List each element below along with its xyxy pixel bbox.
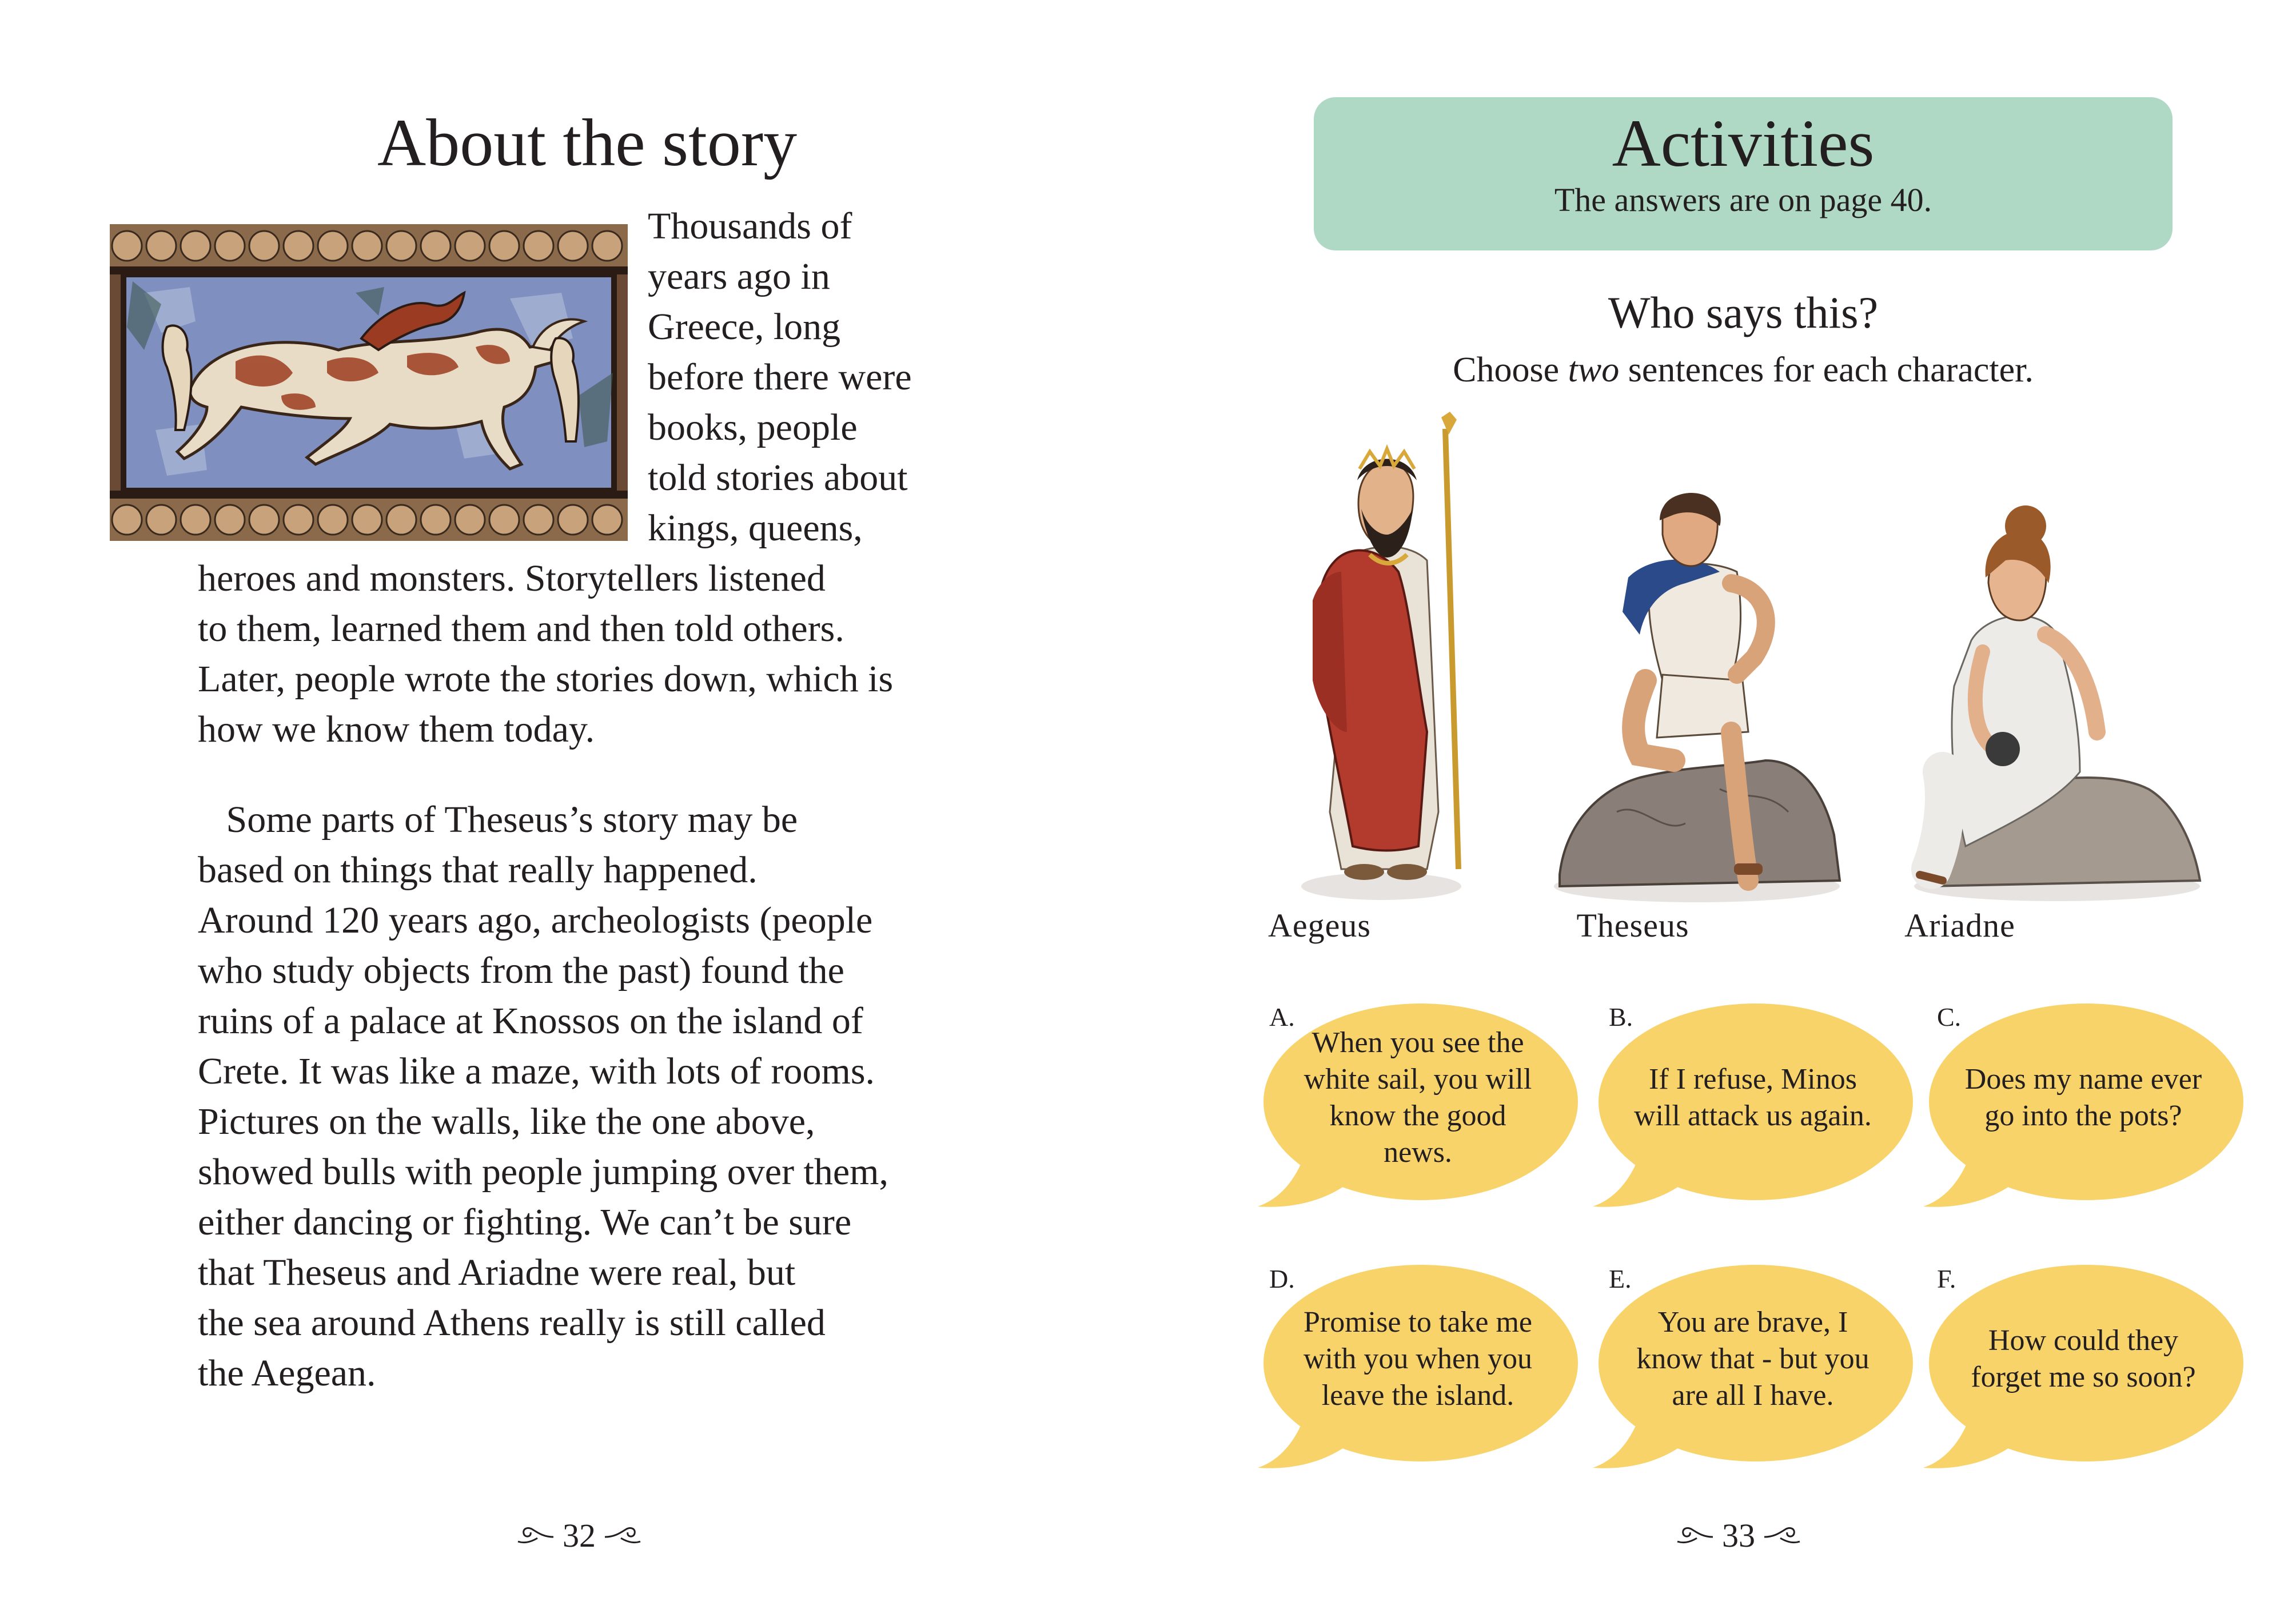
bubble-letter-a: A.	[1269, 1002, 1295, 1031]
page-number-text: 33	[1722, 1516, 1755, 1554]
flourish-left-icon	[515, 1521, 555, 1550]
banner-subtitle: The answers are on page 40.	[1554, 181, 1932, 218]
text-line: Greece, long	[648, 306, 841, 348]
flourish-right-icon	[604, 1521, 644, 1550]
instruction-emphasis: two	[1568, 351, 1620, 389]
character-name-aegeus: Aegeus	[1268, 907, 1371, 944]
speech-bubble-d	[1258, 1265, 1578, 1476]
text-line: years ago in	[648, 256, 830, 297]
bubble-letter-c: C.	[1937, 1002, 1962, 1031]
speech-bubble-text: Promise to take me with you when you leave the island.	[1303, 1306, 1533, 1412]
instruction-text: Choose	[1453, 351, 1568, 389]
aegeus-illustration	[1296, 412, 1490, 903]
flourish-left-icon	[1674, 1521, 1714, 1550]
text-line: kings, queens,	[648, 507, 863, 549]
speech-bubble-text: How could they forget me so soon?	[1971, 1324, 2196, 1393]
instruction	[1314, 350, 2173, 391]
activities-banner	[1314, 97, 2173, 250]
text-line: ruins of a palace at Knossos on the island of	[198, 1000, 863, 1042]
text-line: Some parts of Theseus’s story may be	[198, 799, 798, 841]
text-line: told stories about	[648, 457, 908, 499]
speech-bubble-f	[1923, 1265, 2243, 1476]
speech-bubble-text: When you see the white sail, you will know the good news.	[1304, 1026, 1532, 1169]
character-name-ariadne: Ariadne	[1904, 907, 2015, 944]
text-line: how we know them today.	[198, 708, 595, 750]
speech-bubble-text: If I refuse, Minos will attack us again.	[1634, 1063, 1872, 1132]
page-number-right	[1674, 1510, 1803, 1561]
text-line: the sea around Athens really is still called	[198, 1302, 826, 1344]
bubble-letter-e: E.	[1609, 1264, 1632, 1293]
section-title: Who says this?	[1608, 288, 1879, 337]
theseus-illustration	[1548, 492, 1845, 903]
speech-bubble-text: You are brave, I know that - but you are all I have.	[1636, 1306, 1870, 1412]
text-line: books, people	[648, 407, 858, 448]
text-line: the Aegean.	[198, 1352, 376, 1394]
speech-bubble-b	[1593, 1003, 1913, 1215]
speech-bubble-a	[1258, 1003, 1578, 1215]
text-line: Thousands of	[648, 205, 852, 247]
text-line: Crete. It was like a maze, with lots of rooms.	[198, 1050, 875, 1092]
text-line: Around 120 years ago, archeologists (people	[198, 899, 873, 941]
fresco-border-bottom	[110, 491, 628, 541]
text-line: either dancing or fighting. We can’t be sure	[198, 1201, 852, 1243]
text-line: that Theseus and Ariadne were real, but	[198, 1252, 796, 1293]
ariadne-illustration	[1908, 503, 2206, 903]
speech-bubble-text: Does my name ever go into the pots?	[1964, 1063, 2202, 1132]
fresco-border-top	[110, 224, 628, 274]
bull-leaping-fresco-image	[110, 224, 628, 541]
page-number-text: 32	[563, 1516, 596, 1554]
flourish-right-icon	[1763, 1521, 1803, 1550]
page-title: About the story	[377, 105, 798, 180]
text-line: to them, learned them and then told others.	[198, 608, 844, 650]
right-page	[1148, 0, 2296, 1621]
instruction-text: sentences for each character.	[1619, 351, 2034, 389]
text-line: Later, people wrote the stories down, which is	[198, 658, 894, 700]
text-line: Pictures on the walls, like the one above,	[198, 1101, 815, 1142]
text-line: before there were	[648, 356, 912, 398]
speech-bubble-c	[1923, 1003, 2243, 1215]
text-line: who study objects from the past) found the	[198, 950, 844, 991]
character-name-theseus: Theseus	[1576, 907, 1689, 944]
speech-bubble-e	[1593, 1265, 1913, 1476]
bubble-letter-d: D.	[1269, 1264, 1295, 1293]
text-line: heroes and monsters. Storytellers listened	[198, 557, 826, 599]
text-line: based on things that really happened.	[198, 849, 758, 891]
bubble-letter-b: B.	[1609, 1002, 1633, 1031]
bubble-letter-f: F.	[1937, 1264, 1956, 1293]
page-number-left	[515, 1510, 644, 1561]
banner-title: Activities	[1612, 106, 1875, 181]
text-line: showed bulls with people jumping over them,	[198, 1151, 889, 1193]
